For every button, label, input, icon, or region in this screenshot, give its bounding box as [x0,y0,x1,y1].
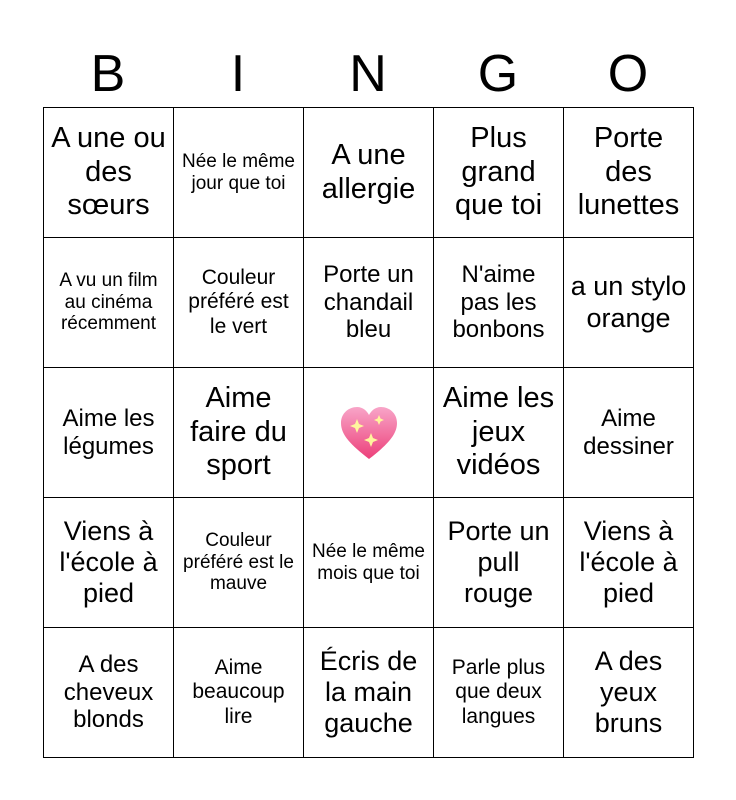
header-letter-i: I [230,45,246,103]
bingo-cell[interactable]: Aime dessiner [564,368,694,498]
bingo-cell[interactable]: Viens à l'école à pied [44,498,174,628]
bingo-cell[interactable]: A vu un film au cinéma récemment [44,238,174,368]
header-letter-n: N [349,45,387,103]
bingo-cell[interactable]: Plus grand que toi [434,108,564,238]
bingo-cell[interactable]: Aime beaucoup lire [174,628,304,758]
sparkling-heart-icon [337,403,401,463]
bingo-header [43,40,693,108]
free-space-cell[interactable] [304,368,434,498]
header-letter-o: O [607,45,649,103]
bingo-cell[interactable]: Aime les jeux vidéos [434,368,564,498]
bingo-cell[interactable]: Porte des lunettes [564,108,694,238]
header-letter-g: G [477,45,519,103]
bingo-grid [43,107,694,758]
bingo-cell[interactable]: Née le même mois que toi [304,498,434,628]
bingo-cell[interactable]: A des cheveux blonds [44,628,174,758]
bingo-cell[interactable]: Née le même jour que toi [174,108,304,238]
bingo-cell[interactable]: N'aime pas les bonbons [434,238,564,368]
bingo-cell[interactable]: A une ou des sœurs [44,108,174,238]
header-letter-b: B [90,45,126,103]
bingo-cell[interactable]: A une allergie [304,108,434,238]
bingo-cell[interactable]: Couleur préféré est le vert [174,238,304,368]
bingo-cell[interactable]: Viens à l'école à pied [564,498,694,628]
bingo-cell[interactable]: Écris de la main gauche [304,628,434,758]
bingo-cell[interactable]: Porte un chandail bleu [304,238,434,368]
bingo-cell[interactable]: a un stylo orange [564,238,694,368]
bingo-cell[interactable]: Porte un pull rouge [434,498,564,628]
bingo-cell[interactable]: Aime faire du sport [174,368,304,498]
bingo-cell[interactable]: A des yeux bruns [564,628,694,758]
bingo-cell[interactable]: Couleur préféré est le mauve [174,498,304,628]
bingo-cell[interactable]: Parle plus que deux langues [434,628,564,758]
bingo-cell[interactable]: Aime les légumes [44,368,174,498]
